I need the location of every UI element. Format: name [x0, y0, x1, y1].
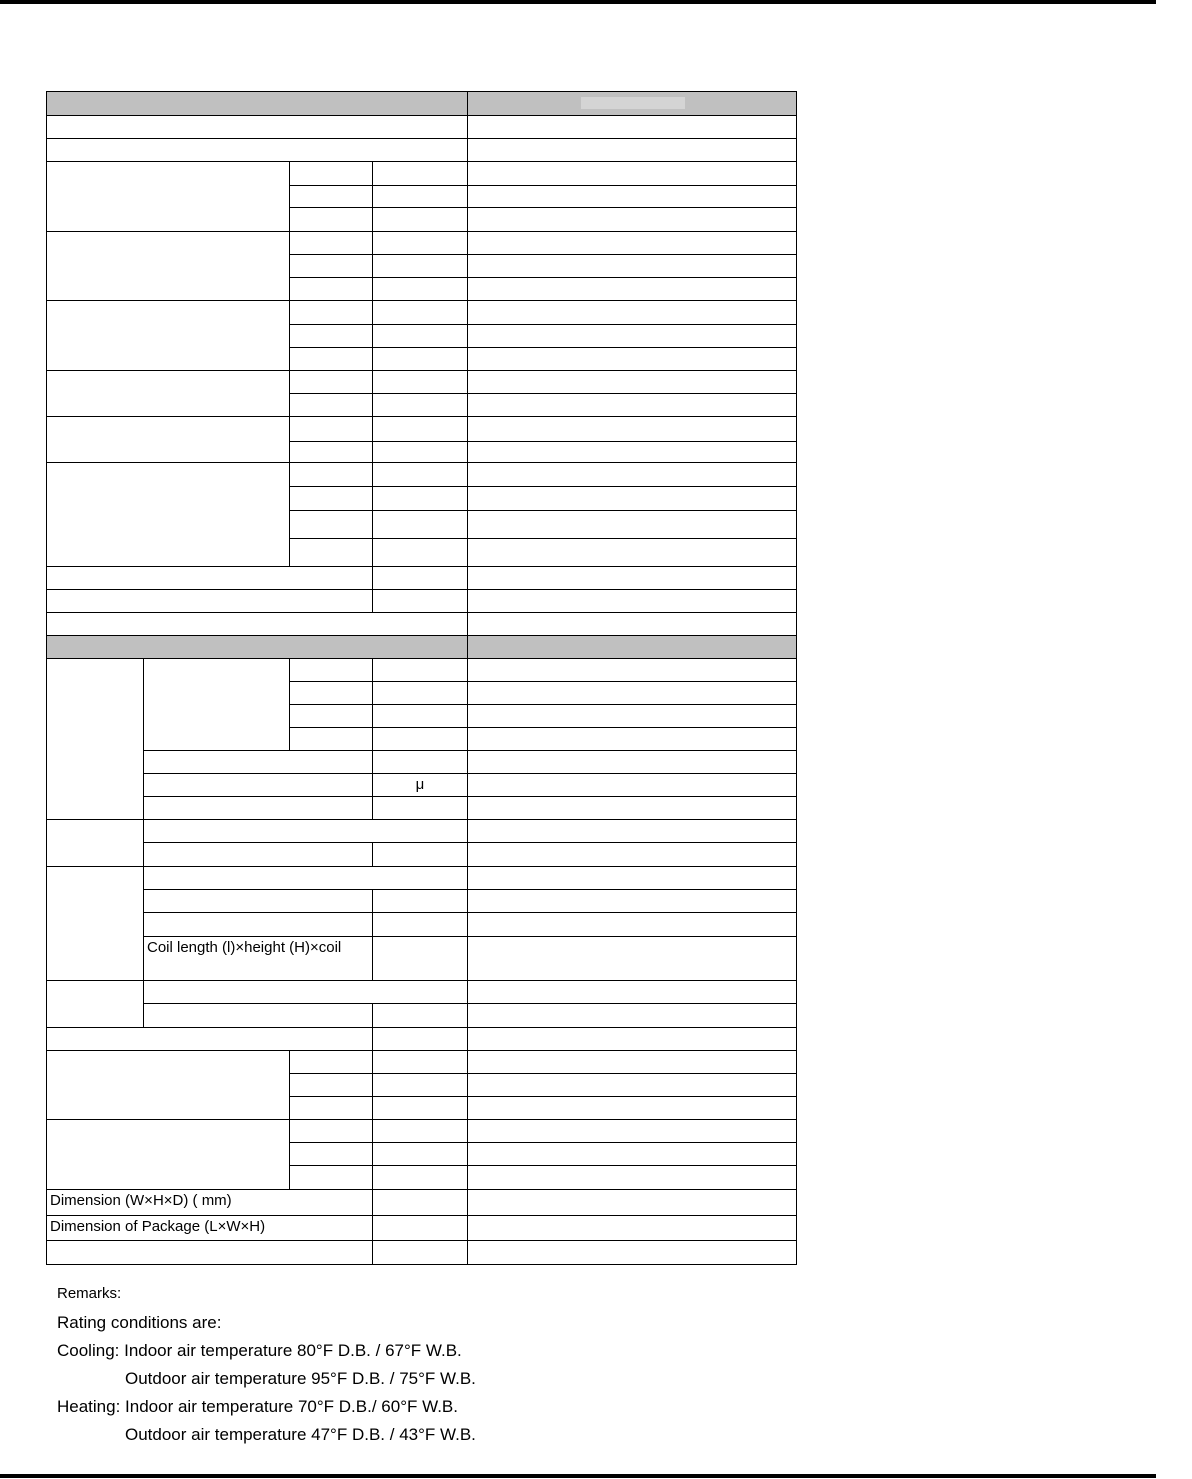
spec-unit-cell: [372, 185, 468, 208]
heating-outdoor-condition: Outdoor air temperature 47°F D.B. / 43°F W.B.: [125, 1425, 476, 1444]
spec-sub-label: [289, 207, 373, 232]
coil-dimension-label-text: Coil length (l)×height (H)×coil: [147, 939, 342, 956]
spec-unit-cell: [372, 393, 468, 417]
heating-indoor-condition: Heating: Indoor air temperature 70°F D.B./ 60°F W.B.: [57, 1397, 458, 1416]
spec-sub-label: [143, 889, 373, 913]
spec-value-cell: [467, 704, 797, 728]
spec-sub-label: [289, 324, 373, 348]
spec-unit-cell: [372, 416, 468, 442]
specification-table: [46, 91, 796, 1264]
spec-sub-label: [289, 370, 373, 394]
spec-unit-cell: [372, 1215, 468, 1241]
spec-unit-cell: [372, 936, 468, 981]
spec-row-value: [467, 138, 797, 162]
spec-group-label: [46, 462, 290, 567]
spec-unit-cell: [372, 589, 468, 613]
spec-sub-label: [143, 912, 373, 937]
spec-unit-cell: [372, 658, 468, 682]
spec-unit-cell: [372, 161, 468, 186]
spec-unit-cell: [372, 1027, 468, 1051]
spec-sub-label: [289, 1165, 373, 1190]
spec-value-cell: [467, 300, 797, 325]
spec-unit-cell: [372, 1073, 468, 1097]
spec-value-cell: [467, 566, 797, 590]
spec-value-cell: [467, 347, 797, 371]
spec-sub-label: [143, 773, 373, 797]
spec-unit-cell: [372, 681, 468, 705]
spec-sub-label: [289, 538, 373, 567]
spec-value-cell: [467, 980, 797, 1004]
spec-unit-cell: [372, 796, 468, 820]
spec-sub-label: [289, 1073, 373, 1097]
spec-unit-cell: [372, 889, 468, 913]
spec-sub-label: [143, 842, 373, 867]
spec-value-cell: [467, 936, 797, 981]
spec-row-label: [46, 138, 468, 162]
spec-value-cell: [467, 1142, 797, 1166]
spec-header-value: [467, 91, 797, 116]
spec-sub-label: [289, 1142, 373, 1166]
remarks-heading: Remarks:: [57, 1285, 122, 1302]
dimension-label-text: Dimension (W×H×D) ( mm): [50, 1192, 232, 1209]
package-dimension-label: [46, 1215, 373, 1241]
cooling-indoor-condition: Cooling: Indoor air temperature 80°F D.B. / 67°F W.B.: [57, 1341, 462, 1360]
spec-unit-cell: [372, 254, 468, 278]
spec-value-cell: [467, 727, 797, 751]
spec-sub-label: [289, 347, 373, 371]
spec-value-cell: [467, 681, 797, 705]
spec-value-cell: [467, 589, 797, 613]
spec-sub-label: [289, 486, 373, 511]
spec-value-cell: [467, 819, 797, 843]
spec-sub-label: [289, 658, 373, 682]
spec-value-cell: [467, 393, 797, 417]
spec-unit-cell: [372, 566, 468, 590]
bottom-rule: [0, 1474, 1156, 1478]
spec-row-value: [467, 115, 797, 139]
spec-unit-cell: [372, 1003, 468, 1028]
spec-value-cell: [467, 161, 797, 186]
spec-unit-cell: [372, 1050, 468, 1074]
spec-value-cell: [467, 416, 797, 442]
spec-value-cell: [467, 370, 797, 394]
spec-unit-cell: [372, 1165, 468, 1190]
spec-value-cell: [467, 277, 797, 301]
spec-sub-label: [289, 510, 373, 539]
spec-unit-cell: [372, 510, 468, 539]
spec-sub-label: [289, 161, 373, 186]
spec-value-cell: [467, 796, 797, 820]
spec-subgroup-label: [143, 658, 290, 751]
spec-sub-label: [289, 441, 373, 463]
spec-row-label: [46, 1027, 373, 1051]
spec-sub-label: [289, 393, 373, 417]
spec-value-cell: [467, 207, 797, 232]
spec-sub-label: [143, 980, 468, 1004]
spec-unit-cell: [372, 773, 468, 797]
spec-value-cell: [467, 231, 797, 255]
spec-unit-cell: [372, 727, 468, 751]
spec-sub-label: [289, 416, 373, 442]
spec-unit-cell: [372, 750, 468, 774]
spec-sub-label: [289, 231, 373, 255]
spec-group-label: [46, 1119, 290, 1190]
spec-value-cell: [467, 324, 797, 348]
spec-value-cell: [467, 1027, 797, 1051]
spec-row-label: [46, 115, 468, 139]
spec-unit-cell: [372, 1119, 468, 1143]
spec-unit-cell: [372, 842, 468, 867]
spec-value-cell: [467, 1050, 797, 1074]
spec-unit-cell: [372, 207, 468, 232]
spec-value-cell: [467, 441, 797, 463]
spec-unit-cell: [372, 486, 468, 511]
spec-group-label: [46, 231, 290, 301]
spec-value-cell: [467, 1189, 797, 1216]
spec-value-cell: [467, 866, 797, 890]
spec-component-label: [46, 866, 144, 981]
spec-value-cell: [467, 842, 797, 867]
spec-sub-label: [289, 1050, 373, 1074]
spec-component-label: [46, 658, 144, 820]
top-rule: [0, 0, 1156, 4]
spec-unit-cell: [372, 277, 468, 301]
header-value-highlight: [581, 97, 685, 109]
spec-value-cell: [467, 612, 797, 636]
spec-unit-cell: [372, 1189, 468, 1216]
spec-value-cell: [467, 486, 797, 511]
spec-sub-label: [289, 300, 373, 325]
spec-sub-label: [289, 727, 373, 751]
spec-row-label: [46, 612, 468, 636]
spec-sub-label: [289, 254, 373, 278]
spec-sub-label: [289, 1096, 373, 1120]
rating-conditions-intro: Rating conditions are:: [57, 1313, 222, 1332]
spec-group-label: [46, 416, 290, 463]
spec-value-cell: [467, 254, 797, 278]
spec-unit-cell: [372, 1142, 468, 1166]
spec-value-cell: [467, 1165, 797, 1190]
spec-value-cell: [467, 773, 797, 797]
spec-header-label: [46, 91, 468, 116]
remarks-section: [57, 1284, 757, 1449]
spec-unit-cell: [372, 1240, 468, 1265]
spec-unit-cell: [372, 370, 468, 394]
spec-value-cell: [467, 510, 797, 539]
spec-group-label: [46, 161, 290, 232]
spec-unit-cell: [372, 462, 468, 487]
spec-value-cell: [467, 1073, 797, 1097]
spec-section-header-value: [467, 635, 797, 659]
spec-value-cell: [467, 1240, 797, 1265]
spec-sub-label: [289, 185, 373, 208]
spec-group-label: [46, 1050, 290, 1120]
spec-unit-cell-text: μ: [415, 776, 425, 793]
spec-unit-cell: [372, 704, 468, 728]
spec-unit-cell: [372, 912, 468, 937]
cooling-outdoor-condition: Outdoor air temperature 95°F D.B. / 75°F W.B.: [125, 1369, 476, 1388]
spec-sub-label: [289, 462, 373, 487]
spec-value-cell: [467, 462, 797, 487]
spec-sub-label: [289, 681, 373, 705]
spec-sub-label: [143, 1003, 373, 1028]
spec-sub-label: [289, 704, 373, 728]
spec-value-cell: [467, 1096, 797, 1120]
spec-sub-label: [143, 819, 468, 843]
spec-unit-cell: [372, 1096, 468, 1120]
coil-dimension-label: [143, 936, 373, 981]
spec-group-label: [46, 370, 290, 417]
spec-value-cell: [467, 538, 797, 567]
spec-unit-cell: [372, 347, 468, 371]
dimension-label: [46, 1189, 373, 1216]
spec-value-cell: [467, 1003, 797, 1028]
spec-section-header: [46, 635, 468, 659]
spec-sub-label: [143, 796, 373, 820]
spec-unit-cell: [372, 538, 468, 567]
spec-value-cell: [467, 658, 797, 682]
spec-value-cell: [467, 185, 797, 208]
spec-component-label: [46, 819, 144, 867]
spec-value-cell: [467, 912, 797, 937]
spec-component-label: [46, 980, 144, 1028]
spec-sub-label: [289, 1119, 373, 1143]
spec-value-cell: [467, 750, 797, 774]
spec-sub-label: [143, 866, 468, 890]
spec-row-label: [46, 589, 373, 613]
spec-sub-label: [143, 750, 373, 774]
spec-value-cell: [467, 889, 797, 913]
spec-unit-cell: [372, 441, 468, 463]
spec-sub-label: [289, 277, 373, 301]
spec-group-label: [46, 300, 290, 371]
spec-unit-cell: [372, 324, 468, 348]
spec-value-cell: [467, 1215, 797, 1241]
spec-row-label: [46, 566, 373, 590]
package-dimension-label-text: Dimension of Package (L×W×H): [50, 1218, 266, 1235]
spec-row-label: [46, 1240, 373, 1265]
spec-unit-cell: [372, 300, 468, 325]
spec-value-cell: [467, 1119, 797, 1143]
spec-unit-cell: [372, 231, 468, 255]
